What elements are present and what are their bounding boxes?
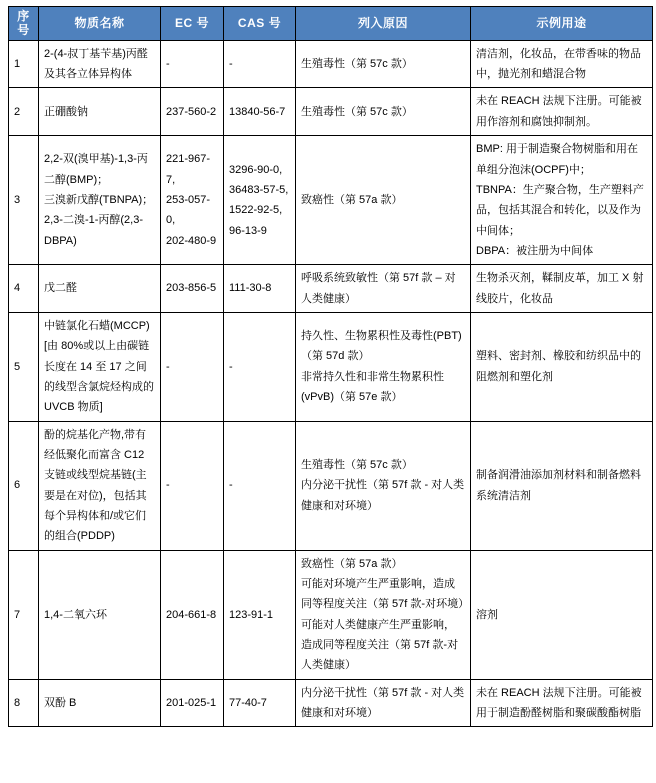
- cell-line: 制备润滑油添加剂材料和制备燃料系统清洁剂: [476, 469, 641, 502]
- cell-cas: [224, 265, 296, 313]
- cell-line: 221-967-7,: [166, 153, 211, 186]
- cell-reason: [296, 421, 471, 550]
- cell-line: 可能对环境产生严重影响，造成同等程度关注（第 57f 款-对环境）: [301, 578, 470, 611]
- cell-line: 111-30-8: [229, 282, 272, 295]
- cell-line: 可能对人类健康产生严重影响，造成同等程度关注（第 57f 款-对人类健康）: [301, 618, 459, 672]
- cell-line: -: [229, 57, 233, 70]
- cell-cas: [224, 312, 296, 421]
- column-header-cas-number: CAS 号: [224, 7, 296, 41]
- cell-line: 未在 REACH 法规下注册。可能被用于制造酚醛树脂和聚碳酸酯树脂: [476, 686, 642, 720]
- cell-line: 7: [14, 608, 21, 621]
- cell-line: -: [166, 479, 170, 492]
- cell-name: [39, 550, 161, 679]
- cell-name: [39, 421, 161, 550]
- cell-line: -: [229, 479, 233, 492]
- cell-line: 201-025-1: [166, 696, 217, 709]
- cell-line: 3296-90-0,: [229, 163, 283, 176]
- cell-line: 204-661-8: [166, 608, 217, 621]
- table-row: [9, 421, 653, 550]
- cell-use: [471, 421, 653, 550]
- cell-ec: [161, 679, 224, 727]
- cell-no: [9, 550, 39, 679]
- column-header-substance-name: 物质名称: [39, 7, 161, 41]
- cell-cas: [224, 550, 296, 679]
- column-header-example-use: 示例用途: [471, 7, 653, 41]
- cell-line: -: [166, 360, 170, 373]
- cell-reason: [296, 312, 471, 421]
- cell-line: 非常持久性和非常生物累积性(vPvB)（第 57e 款）: [301, 370, 444, 404]
- cell-name: [39, 679, 161, 727]
- cell-line: 双酚 B: [44, 696, 77, 709]
- cell-line: 酚的烷基化产物,带有经低聚化而富含 C12 支链或线型烷基链(主要是在对位)，包括其每个异构体和/或它们的组合(PDDP): [44, 428, 147, 543]
- cell-reason: [296, 265, 471, 313]
- cell-ec: [161, 312, 224, 421]
- table-row: [9, 679, 653, 727]
- column-header-reason: 列入原因: [296, 7, 471, 41]
- cell-reason: [296, 136, 471, 265]
- cell-line: 内分泌干扰性（第 57f 款 - 对人类健康和对环境）: [301, 479, 465, 512]
- table-row: [9, 88, 653, 136]
- cell-ec: [161, 88, 224, 136]
- cell-line: 237-560-2: [166, 105, 217, 118]
- cell-cas: [224, 136, 296, 265]
- cell-line: 1522-92-5,: [229, 204, 283, 217]
- cell-reason: [296, 679, 471, 727]
- cell-use: [471, 88, 653, 136]
- cell-no: [9, 421, 39, 550]
- column-header-ec-number: EC 号: [161, 7, 224, 41]
- cell-line: 呼吸系统致敏性（第 57f 款 – 对人类健康）: [301, 272, 456, 305]
- cell-cas: [224, 679, 296, 727]
- cell-line: 持久性、生物累积性及毒性(PBT)（第 57d 款）: [301, 330, 462, 363]
- cell-line: 中链氯化石蜡(MCCP) [由 80%或以上由碳链长度在 14 至 17 之间的线型含氯烷烃构成的 UVCB 物质]: [44, 319, 154, 414]
- cell-cas: [224, 40, 296, 88]
- cell-line: 77-40-7: [229, 696, 267, 709]
- svhc-substances-table: [8, 6, 653, 727]
- cell-line: 4: [14, 282, 21, 295]
- cell-line: 6: [14, 479, 21, 492]
- cell-line: 内分泌干扰性（第 57f 款 - 对人类健康和对环境）: [301, 686, 465, 720]
- cell-line: 36483-57-5,: [229, 183, 289, 196]
- cell-line: 正硼酸钠: [44, 105, 88, 118]
- cell-line: 253-057-0,: [166, 194, 211, 227]
- cell-line: 203-856-5: [166, 282, 217, 295]
- table-header: [9, 7, 653, 41]
- cell-line: 202-480-9: [166, 234, 217, 247]
- cell-line: BMP: 用于制造聚合物树脂和用在单组分泡沫(OCPF)中；: [476, 143, 638, 176]
- cell-no: [9, 265, 39, 313]
- cell-line: 塑料、密封剂、橡胶和纺织品中的阻燃剂和塑化剂: [476, 350, 641, 383]
- cell-line: 清洁剂，化妆品，在带香味的物品中，抛光剂和蜡混合物: [476, 47, 641, 81]
- cell-no: [9, 88, 39, 136]
- cell-line: 1,4-二氧六环: [44, 608, 107, 621]
- table-row: [9, 312, 653, 421]
- cell-line: -: [229, 360, 233, 373]
- cell-line: TBNPA：生产聚合物，生产塑料产品，包括其混合和转化，以及作为中间体；: [476, 183, 644, 237]
- column-header-no: 序号: [9, 7, 39, 41]
- cell-line: 生殖毒性（第 57c 款）: [301, 57, 413, 70]
- cell-line: 2-(4-叔丁基苄基)丙醛及其各立体异构体: [44, 47, 148, 81]
- cell-cas: [224, 88, 296, 136]
- table-row: [9, 136, 653, 265]
- cell-line: 8: [14, 696, 21, 709]
- cell-cas: [224, 421, 296, 550]
- cell-name: [39, 88, 161, 136]
- cell-line: 三溴新戊醇(TBNPA)；: [44, 194, 154, 207]
- cell-line: 溶剂: [476, 608, 498, 621]
- cell-use: [471, 550, 653, 679]
- cell-reason: [296, 550, 471, 679]
- cell-line: 2,2-双(溴甲基)-1,3-丙二醇(BMP)；: [44, 153, 148, 186]
- cell-line: -: [166, 57, 170, 70]
- cell-name: [39, 312, 161, 421]
- cell-use: [471, 312, 653, 421]
- cell-line: 13840-56-7: [229, 105, 286, 118]
- cell-line: 致癌性（第 57a 款）: [301, 194, 403, 207]
- cell-use: [471, 679, 653, 727]
- cell-name: [39, 40, 161, 88]
- cell-ec: [161, 265, 224, 313]
- cell-name: [39, 136, 161, 265]
- cell-line: 2,3-二溴-1-丙醇(2,3-DBPA): [44, 214, 144, 247]
- cell-reason: [296, 88, 471, 136]
- cell-name: [39, 265, 161, 313]
- cell-line: 96-13-9: [229, 224, 267, 237]
- cell-line: 2: [14, 105, 21, 118]
- cell-no: [9, 136, 39, 265]
- table-body: [9, 40, 653, 727]
- table-row: [9, 265, 653, 313]
- cell-line: 戊二醛: [44, 282, 77, 295]
- cell-ec: [161, 550, 224, 679]
- cell-ec: [161, 40, 224, 88]
- cell-no: [9, 40, 39, 88]
- cell-line: DBPA：被注册为中间体: [476, 244, 594, 257]
- cell-no: [9, 679, 39, 727]
- cell-line: 致癌性（第 57a 款）: [301, 557, 403, 570]
- cell-use: [471, 40, 653, 88]
- cell-line: 1: [14, 57, 21, 70]
- table-header-row: [9, 7, 653, 41]
- cell-use: [471, 265, 653, 313]
- cell-line: 5: [14, 360, 21, 373]
- table-row: [9, 550, 653, 679]
- cell-line: 123-91-1: [229, 608, 274, 621]
- cell-ec: [161, 136, 224, 265]
- cell-line: 未在 REACH 法规下注册。可能被用作溶剂和腐蚀抑制剂。: [476, 95, 642, 128]
- cell-line: 生物杀灭剂，鞣制皮革，加工 X 射线胶片，化妆品: [476, 272, 644, 305]
- cell-ec: [161, 421, 224, 550]
- cell-line: 生殖毒性（第 57c 款）: [301, 105, 413, 118]
- cell-line: 生殖毒性（第 57c 款）: [301, 459, 413, 472]
- table-row: [9, 40, 653, 88]
- cell-reason: [296, 40, 471, 88]
- cell-no: [9, 312, 39, 421]
- cell-line: 3: [14, 194, 21, 207]
- cell-use: [471, 136, 653, 265]
